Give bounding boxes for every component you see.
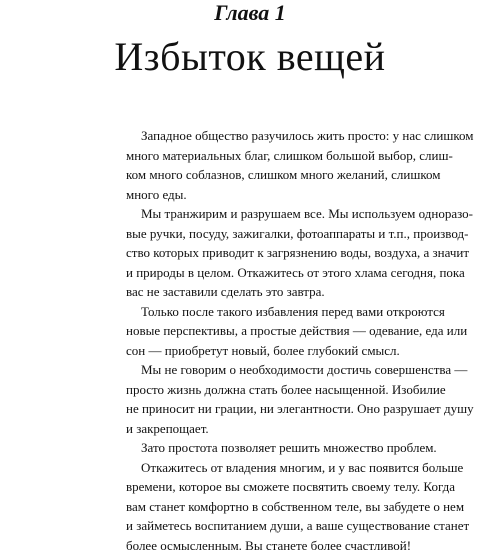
text-line: много еды. [126,185,384,205]
text-line: Мы транжирим и разрушаем все. Мы используем одноразо- [126,204,384,224]
text-line: и займетесь воспитанием души, а ваше существование станет [126,516,384,536]
text-line: Западное общество разучилось жить просто: у нас слишком [126,126,384,146]
chapter-title: Избыток вещей [0,34,500,80]
text-line: и природы в целом. Откажитесь от этого хлама сегодня, пока [126,263,384,283]
text-line: Зато простота позволяет решить множество проблем. [126,438,384,458]
paragraph [126,204,384,302]
text-line: Только после такого избавления перед вами откроются [126,302,384,322]
text-line: не приносит ни грации, ни элегантности. Оно разрушает душу [126,399,384,419]
paragraph [126,458,384,555]
text-line: новые перспективы, а простые действия — одевание, еда или [126,321,384,341]
paragraph [126,438,384,458]
paragraph [126,126,384,204]
text-line: много материальных благ, слишком большой выбор, слиш- [126,146,384,166]
text-line: ство которых приводит к загрязнению воды, воздуха, а значит [126,243,384,263]
chapter-body [126,126,384,555]
text-line: вые ручки, посуду, зажигалки, фотоаппараты и т.п., производ- [126,224,384,244]
text-line: вам станет комфортно в собственном теле, вы забудете о нем [126,497,384,517]
text-line: Откажитесь от владения многим, и у вас появится больше [126,458,384,478]
chapter-label: Глава 1 [0,0,500,26]
text-line: времени, которое вы сможете посвятить своему телу. Когда [126,477,384,497]
text-line: Мы не говорим о необходимости достичь совершенства — [126,360,384,380]
text-line: более осмысленным. Вы станете более счастливой! [126,536,384,555]
text-line: и закрепощает. [126,419,384,439]
text-line: просто жизнь должна стать более насыщенной. Изобилие [126,380,384,400]
text-line: сон — приобретут новый, более глубокий смысл. [126,341,384,361]
text-line: вас не заставили сделать это завтра. [126,282,384,302]
text-line: ком много соблазнов, слишком много желаний, слишком [126,165,384,185]
paragraph [126,302,384,361]
paragraph [126,360,384,438]
